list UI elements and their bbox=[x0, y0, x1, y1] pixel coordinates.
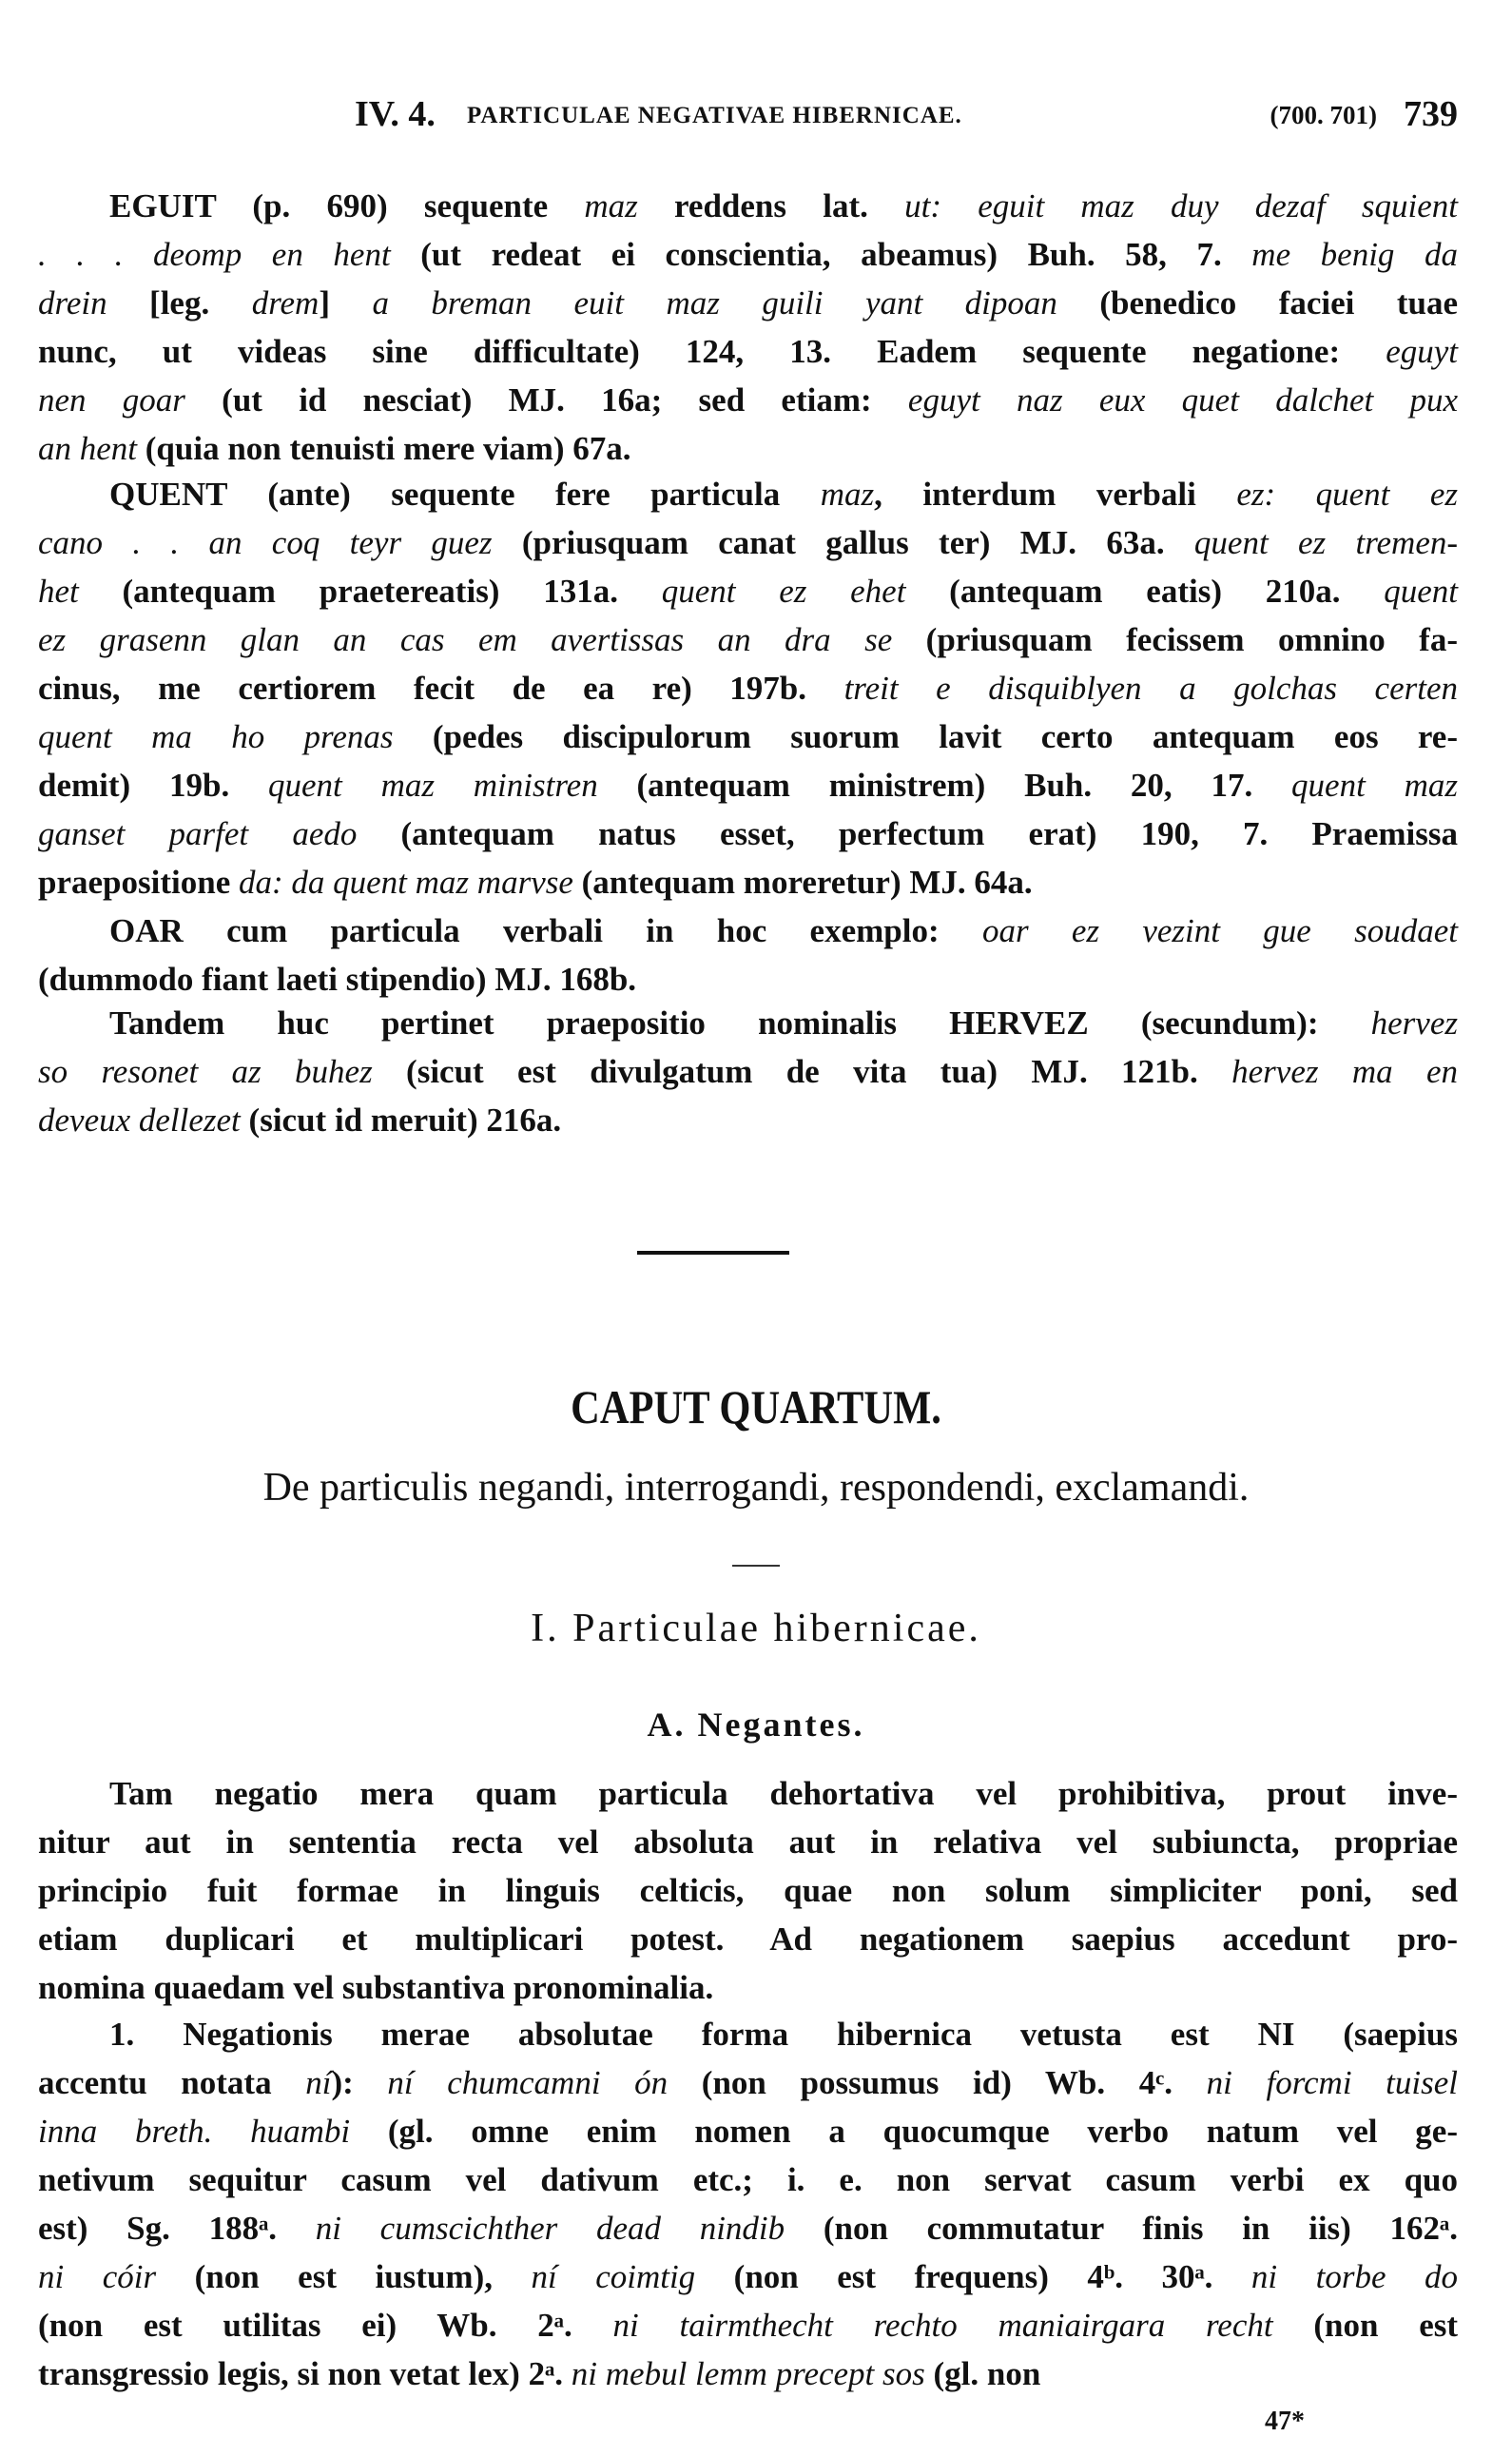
text-segment: nomina quaedam vel substantiva pronominalia. bbox=[38, 1969, 714, 2006]
italic-quotation: ez grasenn glan an cas em avertissas an dra se bbox=[38, 621, 893, 658]
header-section-number: IV. 4. bbox=[355, 94, 436, 134]
text-segment: Tandem huc pertinet praepositio nominalis HERVEZ (secundum): bbox=[109, 1004, 1371, 1042]
text-segment: (benedico faciei tuae bbox=[1056, 284, 1459, 322]
italic-quotation: hervez ma en bbox=[1231, 1053, 1458, 1090]
header-paragraph-numbers: (700. 701) bbox=[1270, 101, 1377, 129]
text-line bbox=[38, 2058, 1458, 2107]
text-line bbox=[38, 327, 1458, 376]
italic-quotation: quent ma ho prenas bbox=[38, 718, 394, 755]
text-line bbox=[38, 2107, 1458, 2155]
text-segment: ): bbox=[331, 2064, 388, 2101]
italic-quotation: quent ez tremen- bbox=[1193, 524, 1459, 561]
text-line bbox=[38, 1047, 1458, 1096]
italic-quotation: ni forcmi tuisel bbox=[1206, 2064, 1459, 2101]
italic-quotation: eguyt naz eux quet dalchet pux bbox=[907, 381, 1458, 419]
text-line bbox=[38, 518, 1458, 567]
text-line bbox=[38, 907, 1458, 955]
italic-quotation: quent maz bbox=[1291, 767, 1459, 804]
text-segment: (non est frequens) 4ᵇ. 30ᵃ. bbox=[695, 2258, 1251, 2295]
italic-quotation: het bbox=[38, 573, 79, 610]
text-line bbox=[38, 376, 1458, 424]
italic-quotation: ní coimtig bbox=[531, 2258, 696, 2295]
text-segment: (sicut est divulgatum de vita tua) MJ. 121b. bbox=[372, 1053, 1232, 1090]
italic-quotation: an hent bbox=[38, 430, 138, 467]
text-line bbox=[38, 1866, 1458, 1915]
italic-quotation: ní chumcamni ón bbox=[387, 2064, 669, 2101]
text-segment: netivum sequitur casum vel dativum etc.; i. e. non servat casum verbi ex quo bbox=[38, 2161, 1458, 2198]
text-segment: OAR cum particula verbali in hoc exemplo: bbox=[109, 912, 982, 949]
italic-quotation: quent bbox=[1384, 573, 1458, 610]
paragraph-negationis-1 bbox=[38, 2010, 1458, 2398]
text-segment: (ut redeat ei conscientia, abeamus) Buh. 58, 7. bbox=[390, 236, 1252, 273]
text-segment: (non est bbox=[1272, 2307, 1459, 2344]
text-line bbox=[38, 1915, 1458, 1963]
paragraph-eguit bbox=[38, 182, 1458, 473]
paragraph-quent bbox=[38, 470, 1458, 907]
text-segment: demit) 19b. bbox=[38, 767, 269, 804]
italic-quotation: ní bbox=[305, 2064, 332, 2101]
paragraph-hervez bbox=[38, 999, 1458, 1144]
chapter-title: CAPUT QUARTUM. bbox=[571, 1380, 941, 1433]
paragraph-intro-negation bbox=[38, 1769, 1458, 2012]
italic-quotation: ni torbe do bbox=[1250, 2258, 1459, 2295]
text-segment: , interdum verbali bbox=[874, 476, 1237, 513]
text-segment: praepositione bbox=[38, 864, 239, 901]
text-segment: Tam negatio mera quam particula dehortativa vel prohibitiva, prout inve- bbox=[109, 1775, 1458, 1812]
text-segment: reddens lat. bbox=[637, 187, 905, 224]
text-segment: etiam duplicari et multiplicari potest. Ad negationem saepius accedunt pro- bbox=[38, 1920, 1458, 1958]
text-line bbox=[38, 182, 1458, 230]
text-segment: (ut id nesciat) MJ. 16a; sed etiam: bbox=[184, 381, 908, 419]
italic-quotation: ni cóir bbox=[38, 2258, 157, 2295]
text-segment: 1. Negationis merae absolutae forma hibernica vetusta est NI (saepius bbox=[109, 2016, 1458, 2053]
italic-quotation: ut: eguit maz duy dezaf squient bbox=[904, 187, 1458, 224]
section-divider-rule bbox=[637, 1251, 789, 1255]
text-line bbox=[38, 1769, 1458, 1818]
italic-quotation: ni tairmthecht rechto maniairgara recht bbox=[612, 2307, 1273, 2344]
text-segment: (antequam ministrem) Buh. 20, 17. bbox=[597, 767, 1292, 804]
text-segment: (priusquam canat gallus ter) MJ. 63a. bbox=[492, 524, 1194, 561]
italic-quotation: nen goar bbox=[38, 381, 185, 419]
italic-quotation: maz bbox=[820, 476, 875, 513]
italic-quotation: ganset parfet aedo bbox=[38, 815, 358, 852]
italic-quotation: maz bbox=[584, 187, 638, 224]
italic-quotation: inna breth. huambi bbox=[38, 2113, 351, 2150]
text-line bbox=[38, 470, 1458, 518]
italic-quotation: drein bbox=[38, 284, 107, 322]
text-line bbox=[38, 858, 1458, 907]
text-line bbox=[38, 809, 1458, 858]
text-line bbox=[38, 1963, 1458, 2012]
italic-quotation: ni cumscichther dead nindib bbox=[315, 2210, 785, 2247]
text-segment: (antequam praetereatis) 131a. bbox=[78, 573, 662, 610]
text-line bbox=[38, 615, 1458, 664]
text-line bbox=[38, 2204, 1458, 2252]
text-segment: (priusquam fecissem omnino fa- bbox=[892, 621, 1458, 658]
paragraph-oar bbox=[38, 907, 1458, 1004]
text-line bbox=[38, 1096, 1458, 1144]
text-segment: cinus, me certiorem fecit de ea re) 197b. bbox=[38, 670, 844, 707]
text-segment: (non est utilitas ei) Wb. 2ᵃ. bbox=[38, 2307, 613, 2344]
text-line bbox=[38, 664, 1458, 712]
text-segment: (gl. non bbox=[924, 2355, 1041, 2392]
italic-quotation: ez: quent ez bbox=[1236, 476, 1458, 513]
text-line bbox=[38, 955, 1458, 1004]
italic-quotation: . . . deomp en hent bbox=[38, 236, 391, 273]
text-segment: (non commutatur finis in iis) 162ᵃ. bbox=[785, 2210, 1458, 2247]
text-line bbox=[38, 279, 1458, 327]
text-line bbox=[38, 1818, 1458, 1866]
text-segment: (quia non tenuisti mere viam) 67a. bbox=[137, 430, 631, 467]
text-segment: (dummodo fiant laeti stipendio) MJ. 168b. bbox=[38, 961, 637, 998]
text-line bbox=[38, 999, 1458, 1047]
italic-quotation: ni mebul lemm precept sos bbox=[571, 2355, 925, 2392]
text-line bbox=[38, 2349, 1458, 2398]
italic-quotation: cano . . an coq teyr guez bbox=[38, 524, 493, 561]
text-segment: (sicut id meruit) 216a. bbox=[240, 1102, 562, 1139]
italic-quotation: hervez bbox=[1370, 1004, 1458, 1042]
text-line bbox=[38, 230, 1458, 279]
text-line bbox=[38, 2155, 1458, 2204]
text-segment: (pedes discipulorum suorum lavit certo antequam eos re- bbox=[393, 718, 1458, 755]
italic-quotation: so resonet az buhez bbox=[38, 1053, 373, 1090]
text-segment: est) Sg. 188ᵃ. bbox=[38, 2210, 316, 2247]
text-segment: (antequam moreretur) MJ. 64a. bbox=[572, 864, 1033, 901]
subsection-heading: A. Negantes. bbox=[647, 1706, 865, 1744]
italic-quotation: da: da quent maz marvse bbox=[238, 864, 573, 901]
text-line bbox=[38, 2010, 1458, 2058]
text-segment: (non possumus id) Wb. 4ᶜ. bbox=[668, 2064, 1207, 2101]
text-segment: EGUIT (p. 690) sequente bbox=[109, 187, 585, 224]
italic-quotation: quent maz ministren bbox=[268, 767, 598, 804]
header-title: PARTICULAE NEGATIVAE HIBERNICAE. bbox=[467, 103, 962, 128]
text-segment: nitur aut in sententia recta vel absoluta aut in relativa vel subiuncta, propriae bbox=[38, 1823, 1458, 1861]
text-segment: accentu notata bbox=[38, 2064, 306, 2101]
italic-quotation: treit e disquiblyen a golchas certen bbox=[843, 670, 1458, 707]
running-header bbox=[355, 93, 1458, 141]
text-line bbox=[38, 2301, 1458, 2349]
text-segment: (antequam eatis) 210a. bbox=[905, 573, 1385, 610]
italic-quotation: eguyt bbox=[1386, 333, 1458, 370]
text-segment: transgressio legis, si non vetat lex) 2ᵃ. bbox=[38, 2355, 572, 2392]
ornament-dash bbox=[732, 1565, 780, 1567]
text-segment: (non est iustum), bbox=[156, 2258, 532, 2295]
chapter-subtitle: De particulis negandi, interrogandi, respondendi, exclamandi. bbox=[262, 1466, 1250, 1510]
section-heading: I. Particulae hibernicae. bbox=[531, 1607, 981, 1650]
text-segment: [leg. bbox=[107, 284, 252, 322]
text-line bbox=[38, 567, 1458, 615]
text-segment: nunc, ut videas sine difficultate) 124, 13. Eadem sequente negatione: bbox=[38, 333, 1386, 370]
text-segment: ] bbox=[319, 284, 373, 322]
italic-quotation: drem bbox=[251, 284, 320, 322]
text-line bbox=[38, 424, 1458, 473]
text-segment: QUENT (ante) sequente fere particula bbox=[109, 476, 821, 513]
italic-quotation: oar ez vezint gue soudaet bbox=[981, 912, 1458, 949]
text-line bbox=[38, 2252, 1458, 2301]
text-line bbox=[38, 712, 1458, 761]
italic-quotation: me benig da bbox=[1251, 236, 1458, 273]
page-number: 739 bbox=[1404, 94, 1458, 134]
signature-mark: 47* bbox=[1265, 2407, 1305, 2436]
italic-quotation: quent ez ehet bbox=[661, 573, 906, 610]
text-segment: principio fuit formae in linguis celticis, quae non solum simpliciter poni, sed bbox=[38, 1872, 1458, 1909]
italic-quotation: deveux dellezet bbox=[38, 1102, 241, 1139]
text-line bbox=[38, 761, 1458, 809]
text-segment: (antequam natus esset, perfectum erat) 190, 7. Praemissa bbox=[357, 815, 1458, 852]
italic-quotation: a breman euit maz guili yant dipoan bbox=[372, 284, 1057, 322]
text-segment: (gl. omne enim nomen a quocumque verbo natum vel ge- bbox=[350, 2113, 1458, 2150]
